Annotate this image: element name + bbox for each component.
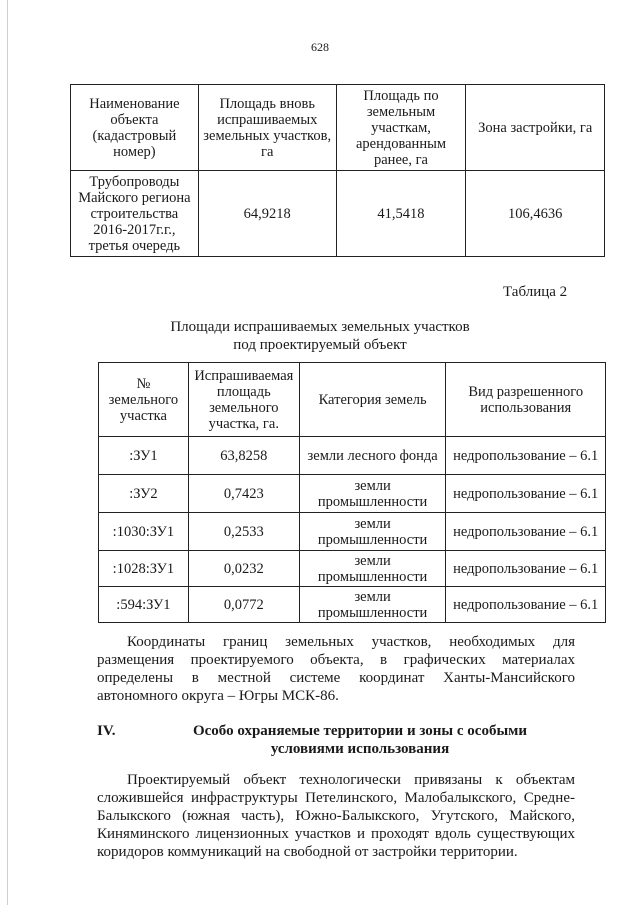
table-2-cell: :1030:ЗУ1 (99, 513, 189, 551)
table-2-row (99, 551, 606, 587)
table-2-cell: земли лесного фонда (299, 437, 446, 475)
table-2-title-line-2: под проектируемый объект (233, 337, 407, 353)
table-2-cell: недропользование – 6.1 (446, 513, 606, 551)
table-1-header-row (71, 85, 605, 171)
table-1-header-cell: Зона застройки, га (466, 85, 605, 171)
table-2-row (99, 587, 606, 623)
coordinates-paragraph: Координаты границ земельных участков, необходимых для размещения проектируемого объекта, в графических материалах определены в местной системе координат Ханты-Мансийского автономного округа – Югры МСК-86. (97, 634, 575, 704)
table-2-cell: земли промышленности (299, 513, 446, 551)
table-2-header-cell: Вид разрешенного использования (446, 363, 606, 437)
table-1-cell: 106,4636 (466, 171, 605, 257)
table-1-row (71, 171, 605, 257)
table-2-title-line-1: Площади испрашиваемых земельных участков (170, 319, 470, 335)
table-2 (98, 362, 606, 623)
table-2-label: Таблица 2 (503, 284, 568, 300)
table-1-header-cell: Площадь по земельным участкам, арендованным ранее, га (336, 85, 466, 171)
table-2-cell: недропользование – 6.1 (446, 551, 606, 587)
table-2-cell: недропользование – 6.1 (446, 437, 606, 475)
table-2-header-row (99, 363, 606, 437)
table-1-cell: Трубопроводы Майского региона строительства 2016-2017г.г., третья очередь (71, 171, 199, 257)
section-title: Особо охраняемые территории и зоны с особыми условиями использования (192, 723, 528, 757)
table-2-cell: 0,2533 (188, 513, 299, 551)
table-2-cell: недропользование – 6.1 (446, 587, 606, 623)
table-2-header-cell: № земельного участка (99, 363, 189, 437)
scan-margin-line (7, 0, 8, 905)
table-2-row (99, 513, 606, 551)
table-2-cell: :1028:ЗУ1 (99, 551, 189, 587)
page-number: 628 (311, 40, 329, 54)
table-2-cell: земли промышленности (299, 587, 446, 623)
table-2-cell: :594:ЗУ1 (99, 587, 189, 623)
table-2-row (99, 437, 606, 475)
table-2-cell: недропользование – 6.1 (446, 475, 606, 513)
table-1-header-cell: Площадь вновь испрашиваемых земельных участков, га (198, 85, 336, 171)
table-2-cell: :ЗУ1 (99, 437, 189, 475)
table-2-cell: 0,0232 (188, 551, 299, 587)
table-2-cell: 0,7423 (188, 475, 299, 513)
table-2-header-cell: Испрашиваемая площадь земельного участка, га. (188, 363, 299, 437)
table-2-cell: земли промышленности (299, 551, 446, 587)
table-2-cell: 63,8258 (188, 437, 299, 475)
protected-areas-paragraph: Проектируемый объект технологически привязаны к объектам сложившейся инфраструктуры Петелинского, Малобалыкского, Средне-Балыкского (южная часть), Южно-Балыкского, Угутского, Майского, Киняминского лицензионных участков и проходят вдоль существующих коридоров коммуникаций на свободной от застройки территории. (97, 772, 575, 860)
table-1-header-cell: Наименование объекта (кадастровый номер) (71, 85, 199, 171)
table-1 (70, 84, 605, 257)
table-2-cell: земли промышленности (299, 475, 446, 513)
section-number: IV. (97, 723, 116, 739)
table-2-row (99, 475, 606, 513)
table-1-cell: 41,5418 (336, 171, 466, 257)
table-2-cell: 0,0772 (188, 587, 299, 623)
table-2-cell: :ЗУ2 (99, 475, 189, 513)
table-1-cell: 64,9218 (198, 171, 336, 257)
table-2-header-cell: Категория земель (299, 363, 446, 437)
